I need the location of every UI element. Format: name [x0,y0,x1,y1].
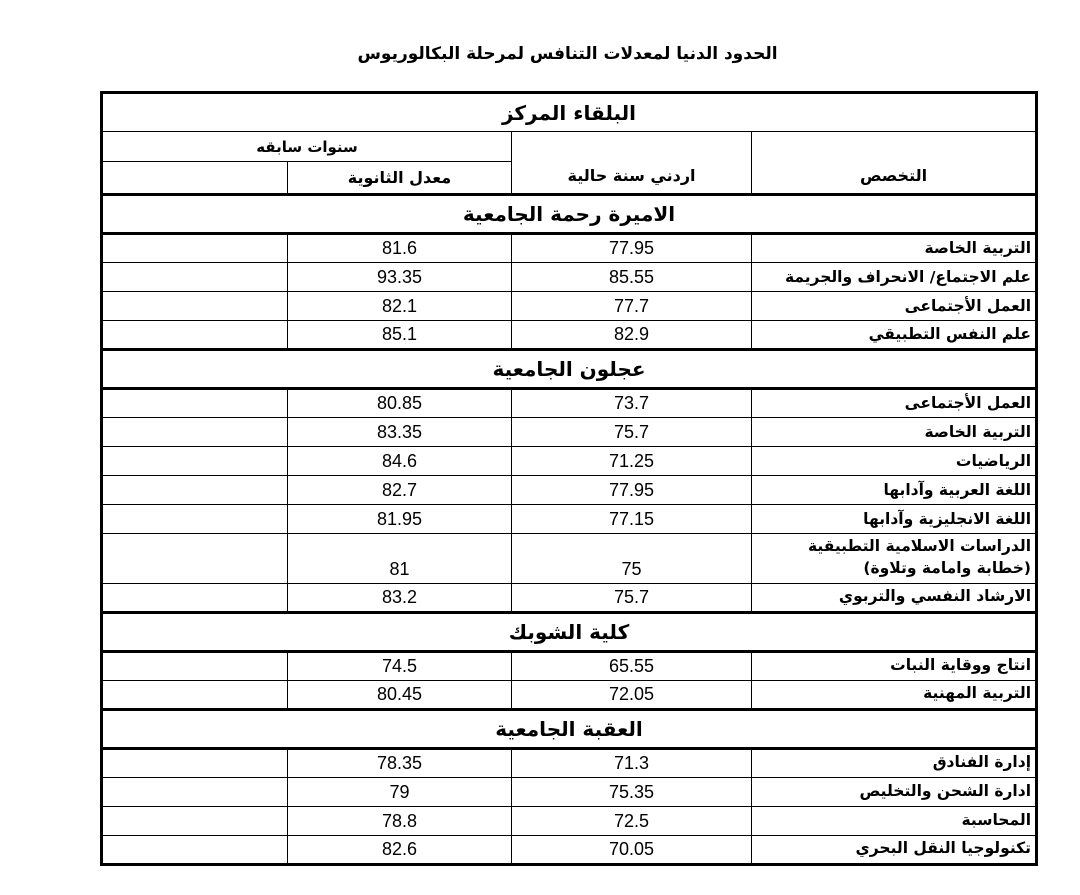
empty-cell [102,651,288,680]
table-body [102,195,1037,865]
section-header-row [102,612,1037,651]
empty-cell [102,292,288,321]
table-row [102,534,1037,584]
high-school-cell: 82.1 [288,292,512,321]
major-cell: تكنولوجيا النقل البحري [752,835,1037,864]
current-year-cell: 77.7 [512,292,752,321]
table-row [102,748,1037,777]
col-header-high-school: معدل الثانوية [288,162,512,195]
col-header-major: التخصص [752,132,1037,195]
empty-cell [102,447,288,476]
current-year-cell: 70.05 [512,835,752,864]
empty-cell [102,418,288,447]
high-school-cell: 82.6 [288,835,512,864]
high-school-cell: 81.95 [288,505,512,534]
high-school-cell: 80.85 [288,389,512,418]
high-school-cell: 81 [288,534,512,584]
section-header-row [102,709,1037,748]
table-header [102,93,1037,195]
high-school-cell: 79 [288,777,512,806]
current-year-cell: 73.7 [512,389,752,418]
document-title: الحدود الدنيا لمعدلات التنافس لمرحلة البكالوريوس [357,44,778,64]
current-year-cell: 71.3 [512,748,752,777]
table-row [102,418,1037,447]
high-school-cell: 80.45 [288,680,512,709]
major-cell: ادارة الشحن والتخليص [752,777,1037,806]
high-school-cell: 78.8 [288,806,512,835]
empty-cell [102,234,288,263]
current-year-cell: 77.95 [512,234,752,263]
major-cell: اللغة الانجليزية وآدابها [752,505,1037,534]
col-header-previous-years: سنوات سابقه [102,132,512,162]
table-row [102,777,1037,806]
major-cell: الارشاد النفسي والتربوي [752,583,1037,612]
table-row [102,321,1037,350]
table-row [102,234,1037,263]
empty-cell [102,263,288,292]
high-school-cell: 74.5 [288,651,512,680]
empty-cell [102,389,288,418]
major-cell: علم النفس التطبيقي [752,321,1037,350]
empty-cell [102,835,288,864]
current-year-cell: 75.35 [512,777,752,806]
section-header-row [102,195,1037,234]
empty-cell [102,583,288,612]
current-year-cell: 72.05 [512,680,752,709]
table-row [102,292,1037,321]
table-row [102,447,1037,476]
high-school-cell: 85.1 [288,321,512,350]
section-header: العقبة الجامعية [102,709,1037,748]
current-year-cell: 85.55 [512,263,752,292]
center-header: البلقاء المركز [102,93,1037,132]
table-row [102,835,1037,864]
major-cell: الدراسات الاسلامية التطبيقية (خطابة وامامة وتلاوة) [752,534,1037,584]
current-year-cell: 82.9 [512,321,752,350]
high-school-cell: 82.7 [288,476,512,505]
empty-cell [102,777,288,806]
table-row [102,389,1037,418]
table-row [102,476,1037,505]
table-row [102,505,1037,534]
high-school-cell: 81.6 [288,234,512,263]
high-school-cell: 78.35 [288,748,512,777]
major-cell: إدارة الفنادق [752,748,1037,777]
current-year-cell: 77.15 [512,505,752,534]
empty-cell [102,748,288,777]
major-cell: اللغة العربية وآدابها [752,476,1037,505]
current-year-cell: 77.95 [512,476,752,505]
table-row [102,680,1037,709]
major-cell: التربية الخاصة [752,418,1037,447]
table-row [102,806,1037,835]
empty-cell [102,505,288,534]
section-header: عجلون الجامعية [102,350,1037,389]
current-year-cell: 75.7 [512,583,752,612]
center-header-row [102,93,1037,132]
table-row [102,651,1037,680]
empty-cell [102,321,288,350]
table-row [102,263,1037,292]
high-school-cell: 93.35 [288,263,512,292]
high-school-cell: 83.2 [288,583,512,612]
current-year-cell: 75.7 [512,418,752,447]
major-cell: علم الاجتماع/ الانحراف والجريمة [752,263,1037,292]
empty-cell [102,534,288,584]
empty-cell [102,806,288,835]
major-cell: الرياضيات [752,447,1037,476]
major-cell: التربية الخاصة [752,234,1037,263]
major-cell: العمل الأجتماعى [752,389,1037,418]
current-year-cell: 65.55 [512,651,752,680]
major-cell: التربية المهنية [752,680,1037,709]
major-cell: العمل الأجتماعى [752,292,1037,321]
empty-cell [102,476,288,505]
major-cell: انتاج ووقاية النبات [752,651,1037,680]
subheader-row-top [102,132,1037,162]
major-cell: المحاسبة [752,806,1037,835]
high-school-cell: 84.6 [288,447,512,476]
current-year-cell: 71.25 [512,447,752,476]
section-header-row [102,350,1037,389]
rates-table [100,91,1038,866]
current-year-cell: 72.5 [512,806,752,835]
empty-cell [102,680,288,709]
high-school-cell: 83.35 [288,418,512,447]
empty-header-cell [102,162,288,195]
col-header-current-year: اردني سنة حالية [512,132,752,195]
section-header: الاميرة رحمة الجامعية [102,195,1037,234]
current-year-cell: 75 [512,534,752,584]
section-header: كلية الشوبك [102,612,1037,651]
table-row [102,583,1037,612]
